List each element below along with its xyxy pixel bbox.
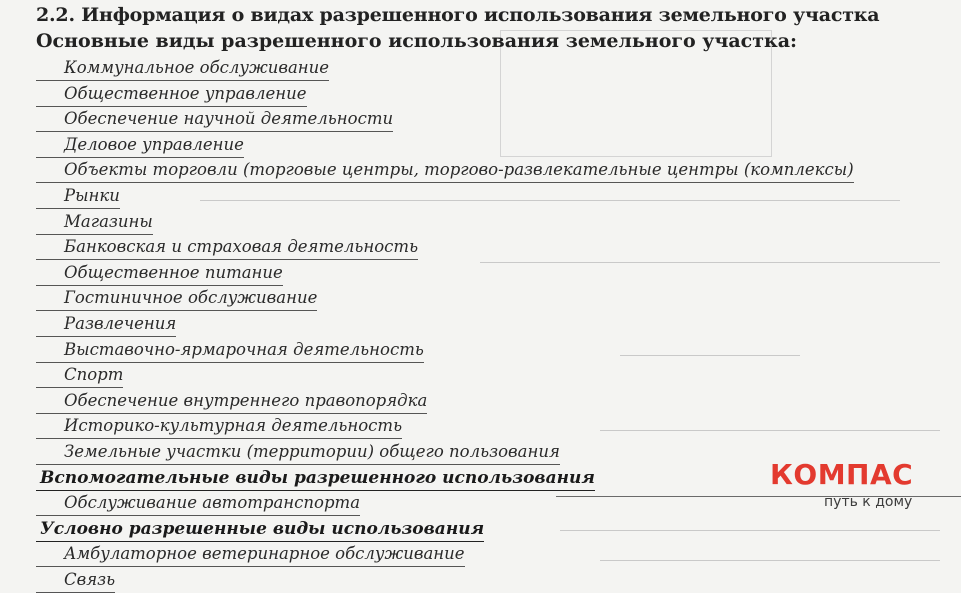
section-title: 2.2. Информация о видах разрешенного использования земельного участка [36, 4, 880, 26]
logo-tagline: путь к дому [824, 494, 913, 510]
main-uses-title: Основные виды разрешенного использования земельного участка: [36, 30, 798, 52]
main-use-item: Историко-культурная деятельность [36, 414, 402, 439]
main-use-item: Коммунальное обслуживание [36, 56, 329, 81]
main-use-item: Общественное питание [36, 261, 283, 286]
logo-brand: КОМПАС [770, 458, 914, 491]
main-use-item: Спорт [36, 363, 123, 388]
main-use-item: Гостиничное обслуживание [36, 286, 317, 311]
conditional-use-item: Связь [36, 568, 115, 593]
auxiliary-uses-title: Вспомогательные виды разрешенного использования [36, 466, 595, 491]
conditional-uses-title: Условно разрешенные виды использования [36, 517, 484, 542]
main-use-item: Объекты торговли (торговые центры, торгово-развлекательные центры (комплексы) [36, 158, 854, 183]
conditional-use-item: Амбулаторное ветеринарное обслуживание [36, 542, 465, 567]
main-use-item: Развлечения [36, 312, 176, 337]
main-use-item: Обеспечение внутреннего правопорядка [36, 389, 427, 414]
main-use-item: Рынки [36, 184, 120, 209]
auxiliary-use-item: Обслуживание автотранспорта [36, 491, 360, 516]
main-use-item: Общественное управление [36, 82, 307, 107]
main-use-item: Магазины [36, 210, 153, 235]
main-use-item: Обеспечение научной деятельности [36, 107, 393, 132]
main-use-item: Банковская и страховая деятельность [36, 235, 418, 260]
main-use-item: Земельные участки (территории) общего пользования [36, 440, 560, 465]
watermark-logo [770, 458, 940, 518]
main-use-item: Деловое управление [36, 133, 244, 158]
main-use-item: Выставочно-ярмарочная деятельность [36, 338, 424, 363]
